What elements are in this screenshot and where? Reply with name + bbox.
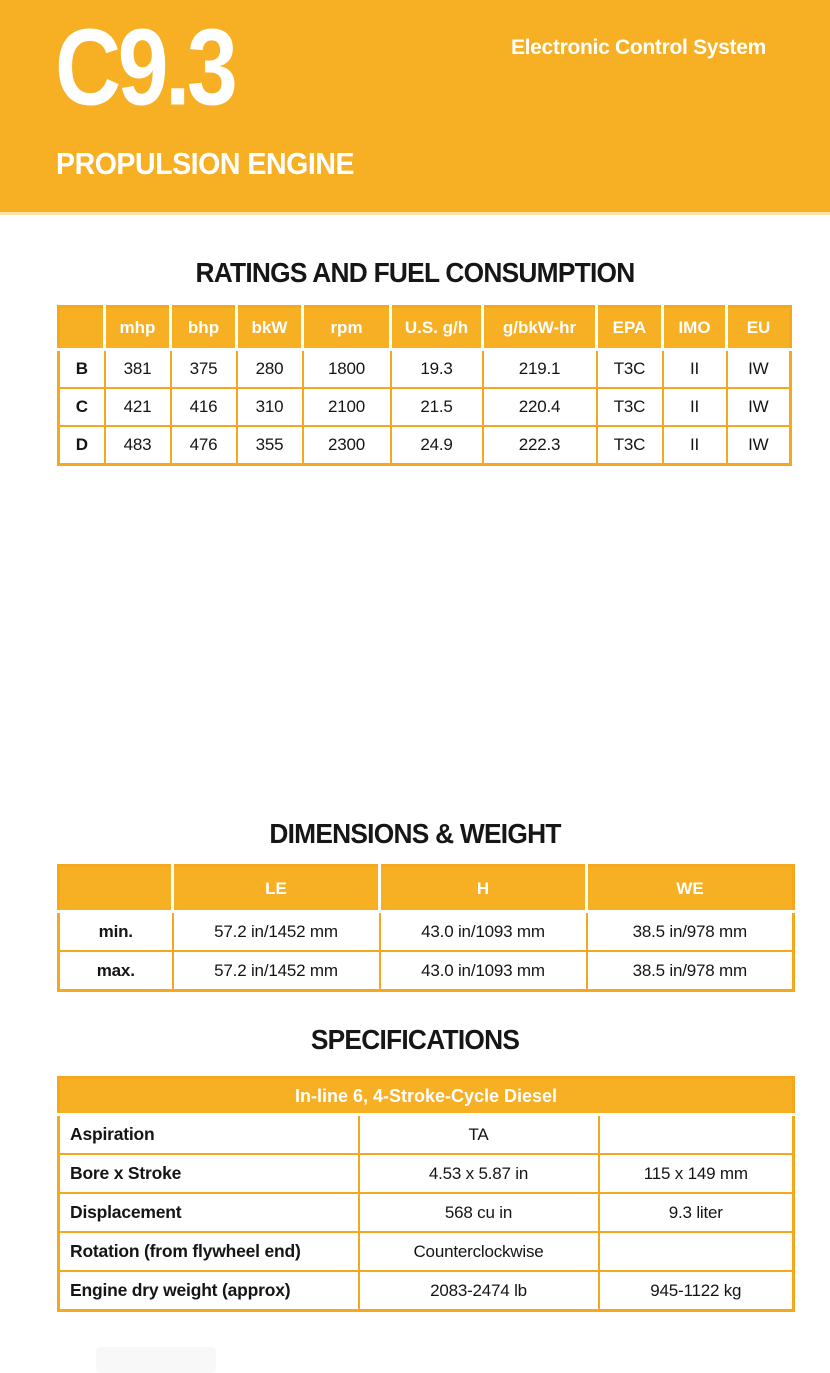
spec-value-metric xyxy=(599,1232,794,1271)
rating-cell: IW xyxy=(727,388,791,426)
ratings-col-eu: EU xyxy=(727,307,791,350)
spec-engine-type-header: In-line 6, 4-Stroke-Cycle Diesel xyxy=(59,1078,794,1115)
rating-cell: IW xyxy=(727,350,791,389)
dim-cell: 38.5 in/978 mm xyxy=(587,912,794,952)
rating-cell: 355 xyxy=(237,426,303,465)
spec-row-dry-weight xyxy=(59,1271,794,1311)
spec-value-metric: 9.3 liter xyxy=(599,1193,794,1232)
dimensions-table xyxy=(57,864,795,992)
ratings-col-rpm: rpm xyxy=(303,307,391,350)
ratings-col-gbkwhr: g/bkW-hr xyxy=(483,307,597,350)
rating-cell: IW xyxy=(727,426,791,465)
rating-cell: 375 xyxy=(171,350,237,389)
spec-value-metric xyxy=(599,1115,794,1155)
ratings-col-mhp: mhp xyxy=(105,307,171,350)
spec-value-us: 4.53 x 5.87 in xyxy=(359,1154,599,1193)
rating-cell: 476 xyxy=(171,426,237,465)
rating-cell: T3C xyxy=(597,350,663,389)
ratings-col-imo: IMO xyxy=(663,307,727,350)
ratings-row-d xyxy=(59,426,791,465)
spec-value-us: Counterclockwise xyxy=(359,1232,599,1271)
dim-cell: 57.2 in/1452 mm xyxy=(173,951,380,991)
ratings-section-title: RATINGS AND FUEL CONSUMPTION xyxy=(195,257,635,288)
rating-cell: 222.3 xyxy=(483,426,597,465)
spec-value-metric: 115 x 149 mm xyxy=(599,1154,794,1193)
rating-cell: 280 xyxy=(237,350,303,389)
dimensions-section-title: DIMENSIONS & WEIGHT xyxy=(269,818,561,849)
spec-label: Rotation (from flywheel end) xyxy=(59,1232,359,1271)
spec-value-metric: 945-1122 kg xyxy=(599,1271,794,1311)
rating-cell: 421 xyxy=(105,388,171,426)
spec-label: Displacement xyxy=(59,1193,359,1232)
spec-label: Engine dry weight (approx) xyxy=(59,1271,359,1311)
dim-cell: 43.0 in/1093 mm xyxy=(380,951,587,991)
dim-row-label: min. xyxy=(59,912,173,952)
spec-value-us: 568 cu in xyxy=(359,1193,599,1232)
engine-subtitle: PROPULSION ENGINE xyxy=(56,146,355,181)
dim-col-le: LE xyxy=(173,866,380,912)
spec-row-bore-stroke xyxy=(59,1154,794,1193)
spec-label: Aspiration xyxy=(59,1115,359,1155)
rating-cell: T3C xyxy=(597,388,663,426)
header-band xyxy=(0,0,830,215)
ratings-col-blank xyxy=(59,307,105,350)
dimensions-row-max xyxy=(59,951,794,991)
rating-label: C xyxy=(59,388,105,426)
spec-label: Bore x Stroke xyxy=(59,1154,359,1193)
ratings-col-epa: EPA xyxy=(597,307,663,350)
specifications-table xyxy=(57,1076,795,1312)
header-tagline: Electronic Control System xyxy=(510,36,766,59)
dim-cell: 38.5 in/978 mm xyxy=(587,951,794,991)
ratings-col-bkw: bkW xyxy=(237,307,303,350)
dim-row-label: max. xyxy=(59,951,173,991)
rating-cell: 19.3 xyxy=(391,350,483,389)
rating-cell: 220.4 xyxy=(483,388,597,426)
rating-cell: 310 xyxy=(237,388,303,426)
rating-cell: 2100 xyxy=(303,388,391,426)
rating-cell: II xyxy=(663,350,727,389)
rating-cell: 381 xyxy=(105,350,171,389)
ratings-row-c xyxy=(59,388,791,426)
rating-cell: II xyxy=(663,388,727,426)
rating-label: B xyxy=(59,350,105,389)
logo-placeholder xyxy=(96,1347,216,1373)
rating-cell: 2300 xyxy=(303,426,391,465)
ratings-header-row xyxy=(59,307,791,350)
dimensions-row-min xyxy=(59,912,794,952)
dimensions-header-row xyxy=(59,866,794,912)
spec-row-displacement xyxy=(59,1193,794,1232)
dim-cell: 57.2 in/1452 mm xyxy=(173,912,380,952)
dim-col-blank xyxy=(59,866,173,912)
spec-row-aspiration xyxy=(59,1115,794,1155)
rating-label: D xyxy=(59,426,105,465)
spec-row-rotation xyxy=(59,1232,794,1271)
spec-value-us: TA xyxy=(359,1115,599,1155)
dim-col-h: H xyxy=(380,866,587,912)
ratings-table xyxy=(57,305,792,466)
ratings-row-b xyxy=(59,350,791,389)
dim-cell: 43.0 in/1093 mm xyxy=(380,912,587,952)
dim-col-we: WE xyxy=(587,866,794,912)
ratings-col-bhp: bhp xyxy=(171,307,237,350)
specifications-section-title: SPECIFICATIONS xyxy=(310,1024,520,1055)
rating-cell: 24.9 xyxy=(391,426,483,465)
spec-header-row xyxy=(59,1078,794,1115)
rating-cell: T3C xyxy=(597,426,663,465)
engine-model-title: C9.3 xyxy=(55,7,235,129)
spec-value-us: 2083-2474 lb xyxy=(359,1271,599,1311)
rating-cell: 21.5 xyxy=(391,388,483,426)
ratings-col-usgh: U.S. g/h xyxy=(391,307,483,350)
rating-cell: 1800 xyxy=(303,350,391,389)
rating-cell: 219.1 xyxy=(483,350,597,389)
rating-cell: II xyxy=(663,426,727,465)
rating-cell: 483 xyxy=(105,426,171,465)
rating-cell: 416 xyxy=(171,388,237,426)
